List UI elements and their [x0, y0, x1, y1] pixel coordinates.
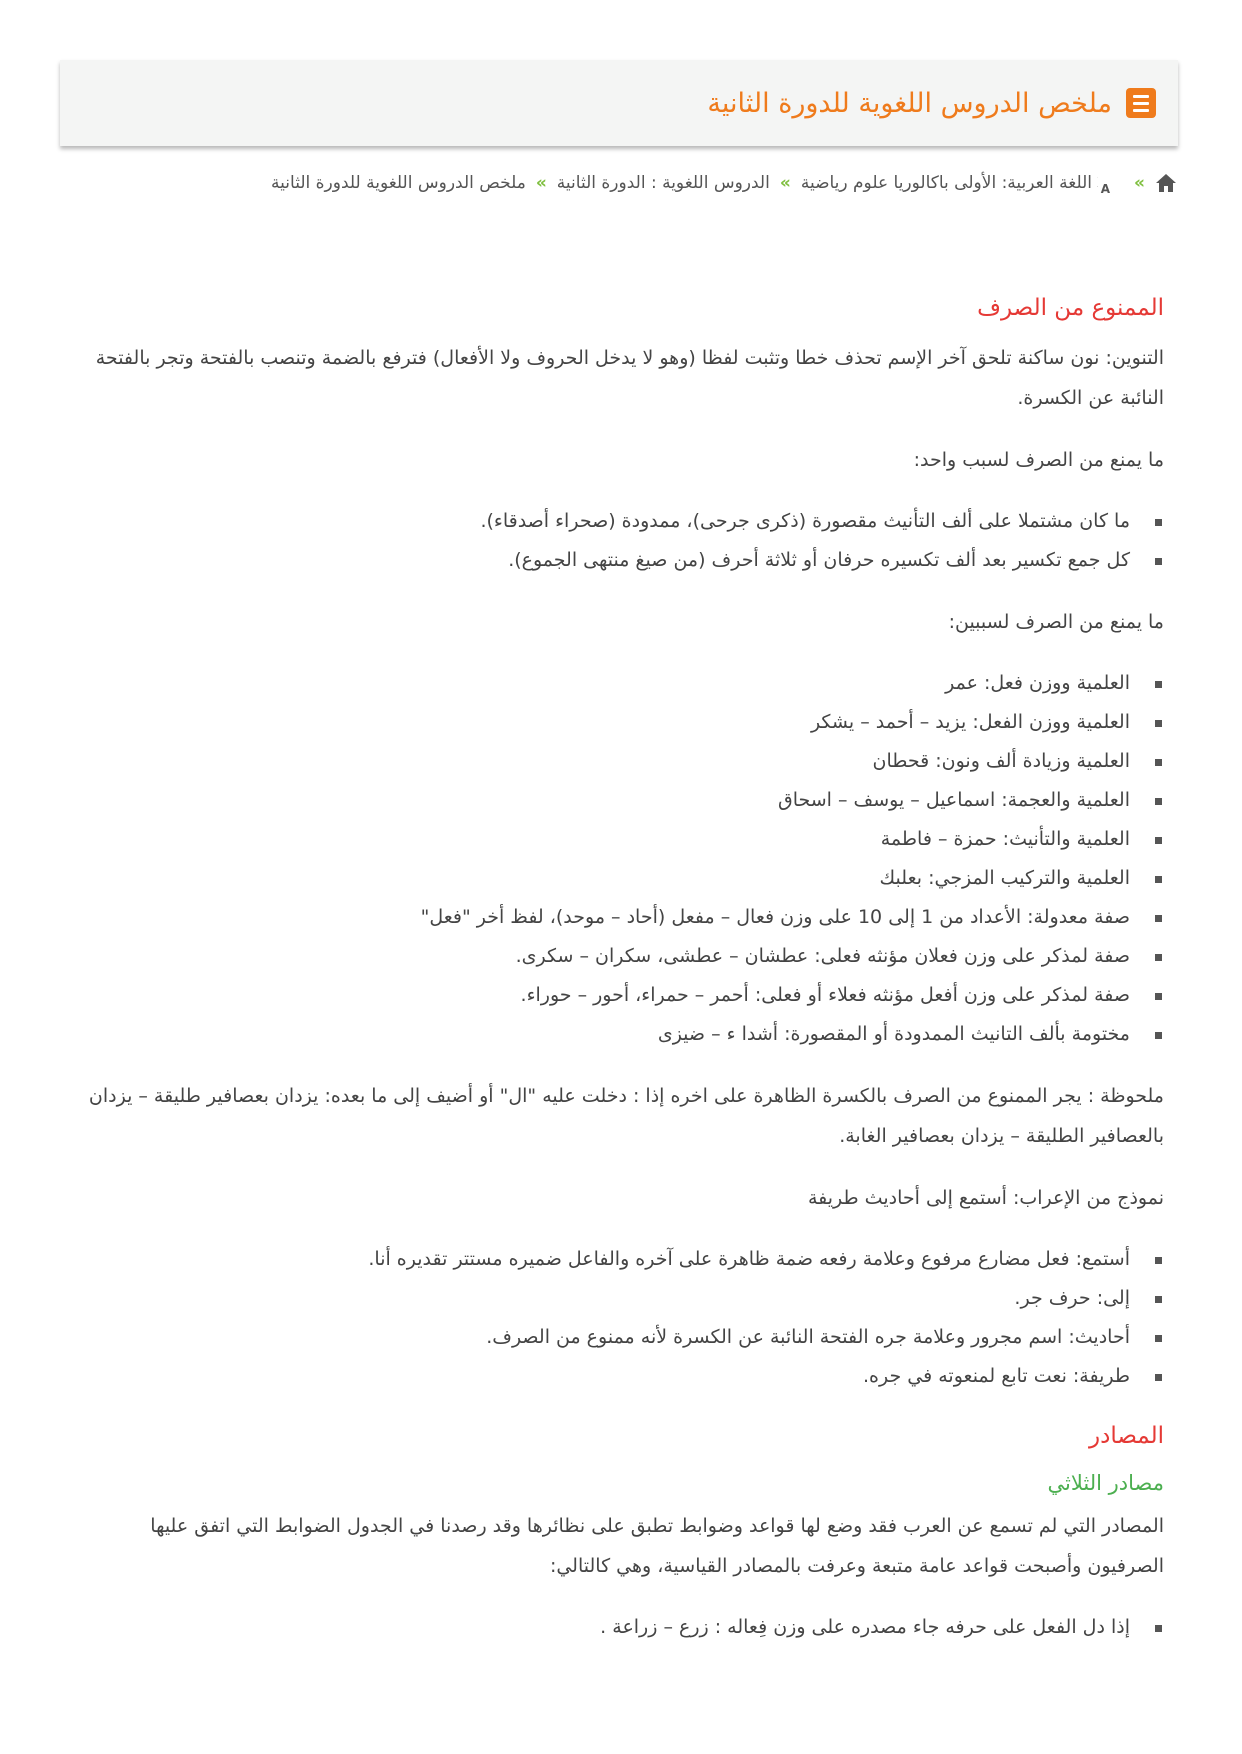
section-heading: المصادر	[1089, 1423, 1164, 1449]
breadcrumb-item-current: ملخص الدروس اللغوية للدورة الثانية	[271, 173, 526, 193]
paragraph: نموذج من الإعراب: أستمع إلى أحاديث طريفة	[807, 1187, 1164, 1209]
paragraph: ما يمنع من الصرف لسبب واحد:	[913, 449, 1164, 471]
svg-text:A: A	[1100, 182, 1111, 194]
list-item: مختومة بألف التانيث الممدودة أو المقصورة: أشدا ء – ضيزى	[74, 1015, 1130, 1054]
home-icon[interactable]	[1155, 172, 1177, 194]
list-item: إذا دل الفعل على حرفه جاء مصدره على وزن فِعاله : زرع – زراعة .	[74, 1608, 1130, 1647]
breadcrumb-separator: »	[535, 173, 547, 193]
list-item: العلمية والعجمة: اسماعيل – يوسف – اسحاق	[74, 781, 1130, 820]
article-content	[74, 290, 1164, 1669]
breadcrumb-item-subject[interactable]: اللغة العربية: الأولى باكالوريا علوم رياضية	[800, 173, 1093, 193]
list-item: أحاديث: اسم مجرور وعلامة جره الفتحة النائبة عن الكسرة لأنه ممنوع من الصرف.	[74, 1318, 1130, 1357]
list-item: العلمية ووزن فعل: عمر	[74, 664, 1130, 703]
list-item: كل جمع تكسير بعد ألف تكسيره حرفان أو ثلاثة أحرف (من صيغ منتهى الجموع).	[74, 541, 1130, 580]
list-item: صفة لمذكر على وزن أفعل مؤنثه فعلاء أو فعلى: أحمر – حمراء، أحور – حوراء.	[74, 976, 1130, 1015]
breadcrumb-separator: »	[779, 173, 791, 193]
list-item: العلمية وزيادة ألف ونون: قحطان	[74, 742, 1130, 781]
document-icon	[1126, 88, 1156, 118]
bullet-list	[74, 502, 1164, 580]
bullet-list	[74, 1608, 1164, 1647]
list-item: العلمية ووزن الفعل: يزيد – أحمد – يشكر	[74, 703, 1130, 742]
list-item: إلى: حرف جر.	[74, 1279, 1130, 1318]
bullet-list	[74, 1240, 1164, 1396]
breadcrumb	[271, 168, 1177, 198]
list-item: العلمية والتأنيث: حمزة – فاطمة	[74, 820, 1130, 859]
list-item: أستمع: فعل مضارع مرفوع وعلامة رفعه ضمة ظاهرة على آخره والفاعل ضميره مستتر تقديره أنا.	[74, 1240, 1130, 1279]
list-item: صفة لمذكر على وزن فعلان مؤنثه فعلى: عطشان – عطشى، سكران – سكرى.	[74, 937, 1130, 976]
translate-icon	[1096, 171, 1124, 195]
page-title: ملخص الدروس اللغوية للدورة الثانية	[707, 87, 1112, 119]
paragraph: ملحوظة : يجر الممنوع من الصرف بالكسرة الظاهرة على اخره إذا : دخلت عليه "ال" أو أضيف إلى ما بعده: يزدان بعصافير طليقة – يزدان بالعصافير الطليقة – يزدان بعصافير الغابة.	[88, 1085, 1164, 1147]
subsection-heading: مصادر الثلاثي	[1047, 1471, 1164, 1495]
svg-text:文	[1097, 174, 1098, 190]
list-item: صفة معدولة: الأعداد من 1 إلى 10 على وزن فعال – مفعل (أحاد – موحد)، لفظ أخر "فعل"	[74, 898, 1130, 937]
breadcrumb-separator: »	[1134, 173, 1145, 193]
list-item: العلمية والتركيب المزجي: بعلبك	[74, 859, 1130, 898]
paragraph: التنوين: نون ساكنة تلحق آخر الإسم تحذف خطا وتثبت لفظا (وهو لا يدخل الحروف ولا الأفعال) فترفع بالضمة وتنصب بالفتحة وتجر بالفتحة النائبة عن الكسرة.	[95, 347, 1164, 409]
section-heading: الممنوع من الصرف	[977, 295, 1164, 321]
paragraph: المصادر التي لم تسمع عن العرب فقد وضع لها قواعد وضوابط تطبق على نظائرها وقد رصدنا في الجدول الضوابط التي اتفق عليها الصرفيون وأصبحت قواعد عامة متبعة وعرفت بالمصادر القياسية، وهي كالتالي:	[150, 1515, 1164, 1577]
page-title-card	[60, 60, 1178, 146]
breadcrumb-item-lessons[interactable]: الدروس اللغوية : الدورة الثانية	[556, 173, 770, 193]
list-item: طريفة: نعت تابع لمنعوته في جره.	[74, 1357, 1130, 1396]
paragraph: ما يمنع من الصرف لسببين:	[948, 611, 1164, 633]
bullet-list	[74, 664, 1164, 1054]
list-item: ما كان مشتملا على ألف التأنيث مقصورة (ذكرى جرحى)، ممدودة (صحراء أصدقاء).	[74, 502, 1130, 541]
